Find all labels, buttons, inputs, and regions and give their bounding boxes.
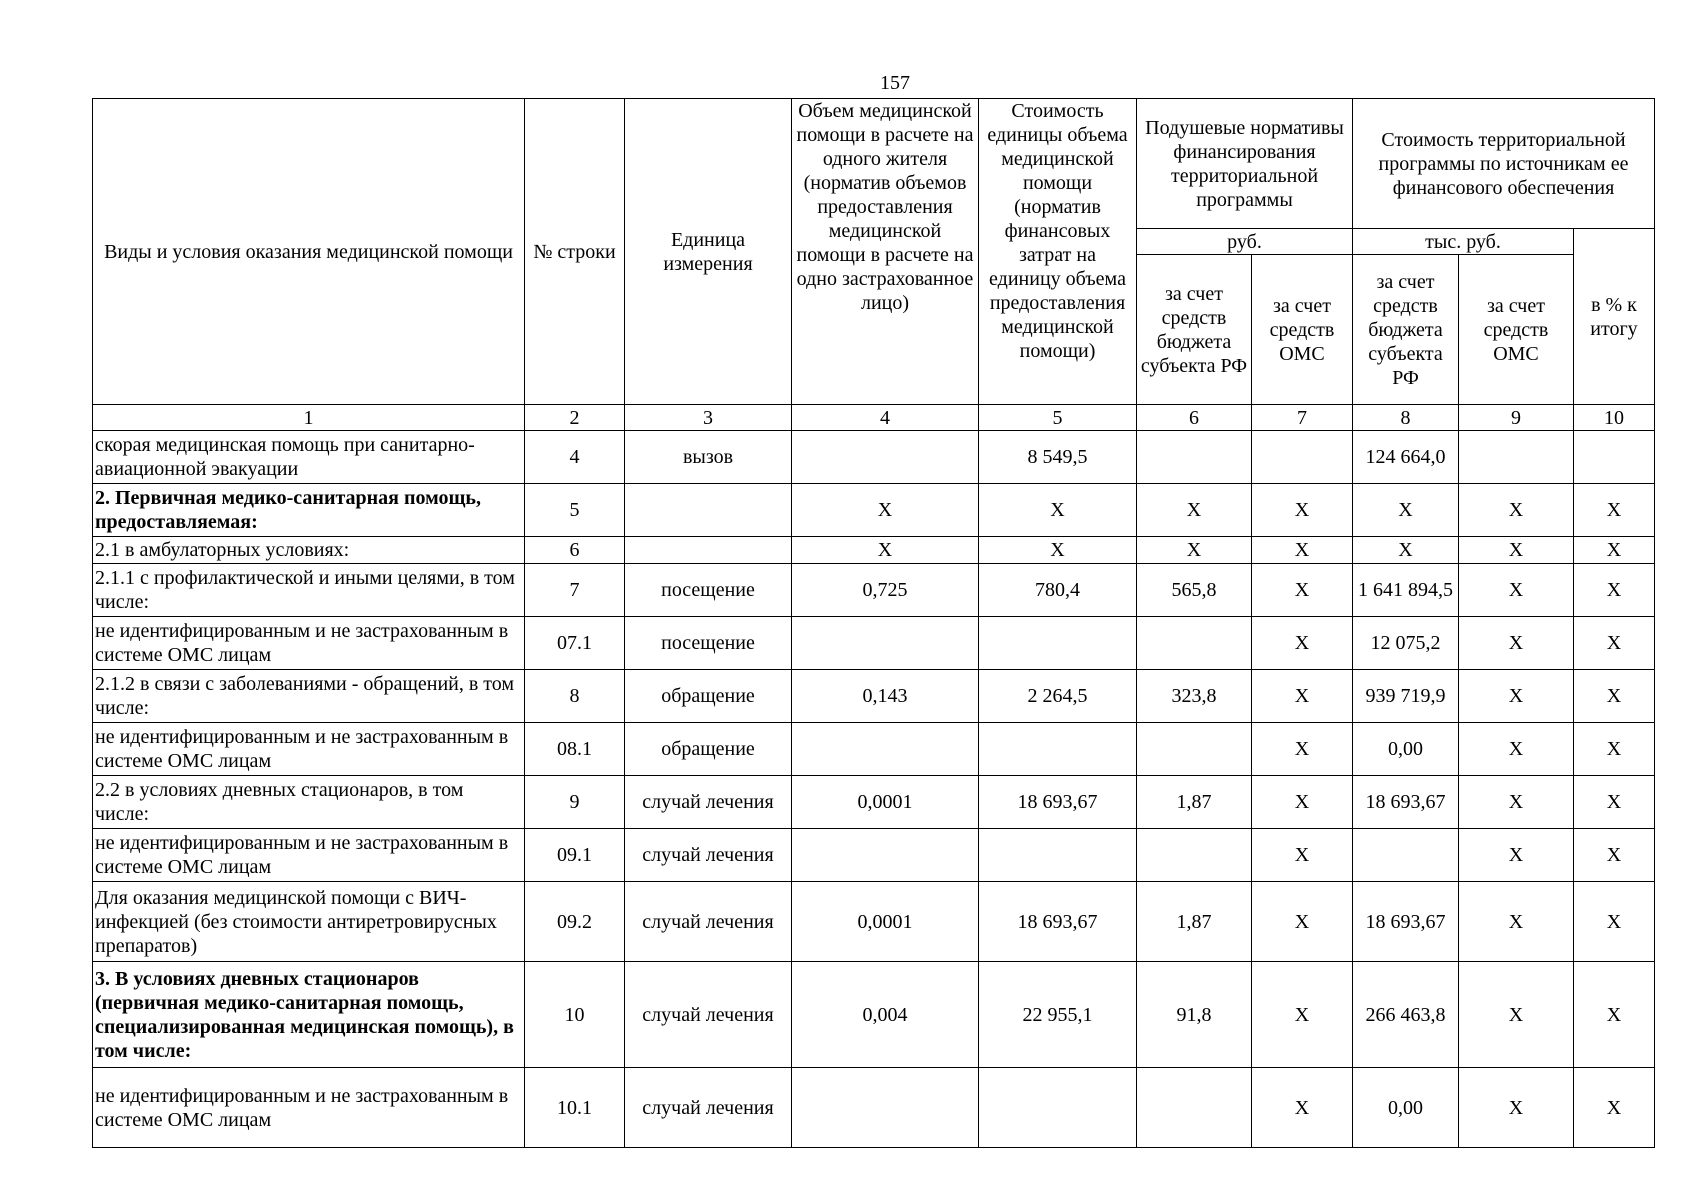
volume-cell	[792, 829, 979, 882]
budget-rub-cell	[1137, 829, 1252, 882]
percent-cell: X	[1574, 776, 1655, 829]
column-number: 1	[93, 405, 525, 431]
column-number: 2	[525, 405, 625, 431]
table-row	[93, 563, 1655, 616]
header-budget-thousand: за счет средств бюджета субъекта РФ	[1353, 255, 1459, 405]
row-number-cell: 9	[525, 776, 625, 829]
kind-cell: не идентифицированным и не застрахованным в системе ОМС лицам	[93, 829, 525, 882]
volume-cell: 0,725	[792, 563, 979, 616]
percent-cell: X	[1574, 882, 1655, 962]
column-number: 5	[979, 405, 1137, 431]
oms-thousand-cell	[1459, 431, 1574, 484]
unit-cost-cell: 2 264,5	[979, 669, 1137, 722]
oms-rub-cell: X	[1252, 723, 1353, 776]
header-oms-thousand: за счет средств ОМС	[1459, 255, 1574, 405]
unit-cost-cell	[979, 829, 1137, 882]
budget-rub-cell: X	[1137, 537, 1252, 564]
percent-cell: X	[1574, 962, 1655, 1068]
unit-cost-cell	[979, 616, 1137, 669]
header-volume: Объем медицинской помощи в расчете на одного жителя (норматив объемов предоставления медицинской помощи в расчете на одно застрахованное лицо)	[792, 99, 979, 405]
budget-thousand-cell: 12 075,2	[1353, 616, 1459, 669]
row-number-cell: 07.1	[525, 616, 625, 669]
row-number-cell: 08.1	[525, 723, 625, 776]
kind-cell: 2.1.1 с профилактической и иными целями, в том числе:	[93, 563, 525, 616]
kind-cell: скорая медицинская помощь при санитарно-авиационной эвакуации	[93, 431, 525, 484]
row-number-cell: 8	[525, 669, 625, 722]
header-budget-rub: за счет средств бюджета субъекта РФ	[1137, 255, 1252, 405]
volume-cell: 0,143	[792, 669, 979, 722]
oms-thousand-cell: X	[1459, 882, 1574, 962]
budget-rub-cell: X	[1137, 484, 1252, 537]
header-kind: Виды и условия оказания медицинской помощи	[93, 99, 525, 405]
column-number: 3	[625, 405, 792, 431]
table-row	[93, 484, 1655, 537]
volume-cell	[792, 431, 979, 484]
oms-rub-cell: X	[1252, 616, 1353, 669]
column-numbers-row	[93, 405, 1655, 431]
kind-cell: 2.1.2 в связи с заболеваниями - обращений, в том числе:	[93, 669, 525, 722]
budget-rub-cell	[1137, 616, 1252, 669]
oms-rub-cell	[1252, 431, 1353, 484]
percent-cell	[1574, 431, 1655, 484]
oms-thousand-cell: X	[1459, 616, 1574, 669]
oms-thousand-cell: X	[1459, 537, 1574, 564]
budget-thousand-cell: 18 693,67	[1353, 882, 1459, 962]
row-number-cell: 6	[525, 537, 625, 564]
header-percent-of-total: в % к итогу	[1574, 229, 1655, 405]
unit-cell: обращение	[625, 723, 792, 776]
unit-cell: случай лечения	[625, 882, 792, 962]
column-number: 6	[1137, 405, 1252, 431]
unit-cost-cell	[979, 1068, 1137, 1148]
oms-rub-cell: X	[1252, 1068, 1353, 1148]
row-number-cell: 10	[525, 962, 625, 1068]
oms-thousand-cell: X	[1459, 1068, 1574, 1148]
kind-cell: 2.2 в условиях дневных стационаров, в том числе:	[93, 776, 525, 829]
unit-cell	[625, 537, 792, 564]
volume-cell: 0,004	[792, 962, 979, 1068]
unit-cell: случай лечения	[625, 1068, 792, 1148]
unit-cell: случай лечения	[625, 962, 792, 1068]
unit-cell: вызов	[625, 431, 792, 484]
volume-cell	[792, 723, 979, 776]
oms-rub-cell: X	[1252, 962, 1353, 1068]
row-number-cell: 09.2	[525, 882, 625, 962]
header-unit-cost: Стоимость единицы объема медицинской помощи (норматив финансовых затрат на единицу объема предоставления медицинской помощи)	[979, 99, 1137, 405]
volume-cell: X	[792, 484, 979, 537]
percent-cell: X	[1574, 563, 1655, 616]
kind-cell: 2.1 в амбулаторных условиях:	[93, 537, 525, 564]
table-row	[93, 882, 1655, 962]
budget-rub-cell	[1137, 431, 1252, 484]
oms-rub-cell: X	[1252, 829, 1353, 882]
column-number: 7	[1252, 405, 1353, 431]
oms-thousand-cell: X	[1459, 723, 1574, 776]
oms-rub-cell: X	[1252, 776, 1353, 829]
budget-thousand-cell: X	[1353, 537, 1459, 564]
budget-thousand-cell: 0,00	[1353, 1068, 1459, 1148]
unit-cost-cell: X	[979, 537, 1137, 564]
volume-cell: 0,0001	[792, 882, 979, 962]
table-row	[93, 723, 1655, 776]
budget-rub-cell: 1,87	[1137, 776, 1252, 829]
row-number-cell: 5	[525, 484, 625, 537]
budget-thousand-cell: 124 664,0	[1353, 431, 1459, 484]
oms-thousand-cell: X	[1459, 669, 1574, 722]
percent-cell: X	[1574, 537, 1655, 564]
table-row	[93, 776, 1655, 829]
percent-cell: X	[1574, 669, 1655, 722]
budget-rub-cell: 565,8	[1137, 563, 1252, 616]
budget-rub-cell	[1137, 723, 1252, 776]
financing-table	[92, 98, 1655, 1148]
percent-cell: X	[1574, 829, 1655, 882]
unit-cost-cell: 8 549,5	[979, 431, 1137, 484]
budget-rub-cell: 91,8	[1137, 962, 1252, 1068]
kind-cell: 2. Первичная медико-санитарная помощь, предоставляемая:	[93, 484, 525, 537]
unit-cost-cell	[979, 723, 1137, 776]
header-per-capita: Подушевые нормативы финансирования территориальной программы	[1137, 99, 1353, 229]
budget-thousand-cell: X	[1353, 484, 1459, 537]
table-row	[93, 829, 1655, 882]
budget-thousand-cell: 266 463,8	[1353, 962, 1459, 1068]
kind-cell: 3. В условиях дневных стационаров (первичная медико-санитарная помощь, специализированная медицинская помощь), в том числе:	[93, 962, 525, 1068]
budget-thousand-cell: 18 693,67	[1353, 776, 1459, 829]
header-unit-thousand-rub: тыс. руб.	[1353, 229, 1574, 255]
percent-cell: X	[1574, 616, 1655, 669]
header-program-cost: Стоимость территориальной программы по источникам ее финансового обеспечения	[1353, 99, 1655, 229]
budget-thousand-cell: 1 641 894,5	[1353, 563, 1459, 616]
unit-cell: случай лечения	[625, 776, 792, 829]
oms-thousand-cell: X	[1459, 962, 1574, 1068]
volume-cell: 0,0001	[792, 776, 979, 829]
budget-thousand-cell	[1353, 829, 1459, 882]
table-header	[93, 99, 1655, 431]
table-row	[93, 431, 1655, 484]
kind-cell: Для оказания медицинской помощи с ВИЧ-инфекцией (без стоимости антиретровирусных препаратов)	[93, 882, 525, 962]
column-number: 9	[1459, 405, 1574, 431]
unit-cell	[625, 484, 792, 537]
row-number-cell: 10.1	[525, 1068, 625, 1148]
row-number-cell: 4	[525, 431, 625, 484]
header-unit-rub: руб.	[1137, 229, 1353, 255]
oms-rub-cell: X	[1252, 563, 1353, 616]
budget-thousand-cell: 939 719,9	[1353, 669, 1459, 722]
header-row-number: № строки	[525, 99, 625, 405]
budget-rub-cell: 1,87	[1137, 882, 1252, 962]
volume-cell	[792, 1068, 979, 1148]
row-number-cell: 09.1	[525, 829, 625, 882]
unit-cost-cell: 18 693,67	[979, 776, 1137, 829]
header-oms-rub: за счет средств ОМС	[1252, 255, 1353, 405]
unit-cell: посещение	[625, 616, 792, 669]
column-number: 10	[1574, 405, 1655, 431]
unit-cost-cell: 18 693,67	[979, 882, 1137, 962]
column-number: 8	[1353, 405, 1459, 431]
oms-rub-cell: X	[1252, 669, 1353, 722]
oms-thousand-cell: X	[1459, 776, 1574, 829]
table-body	[93, 431, 1655, 1148]
oms-thousand-cell: X	[1459, 829, 1574, 882]
column-number: 4	[792, 405, 979, 431]
table-row	[93, 1068, 1655, 1148]
table-row	[93, 616, 1655, 669]
table-row	[93, 537, 1655, 564]
unit-cost-cell: 780,4	[979, 563, 1137, 616]
unit-cost-cell: X	[979, 484, 1137, 537]
page-number: 157	[880, 72, 910, 94]
oms-thousand-cell: X	[1459, 484, 1574, 537]
table-row	[93, 962, 1655, 1068]
volume-cell: X	[792, 537, 979, 564]
row-number-cell: 7	[525, 563, 625, 616]
oms-rub-cell: X	[1252, 537, 1353, 564]
kind-cell: не идентифицированным и не застрахованным в системе ОМС лицам	[93, 723, 525, 776]
table-row	[93, 669, 1655, 722]
unit-cost-cell: 22 955,1	[979, 962, 1137, 1068]
budget-rub-cell	[1137, 1068, 1252, 1148]
unit-cell: посещение	[625, 563, 792, 616]
kind-cell: не идентифицированным и не застрахованным в системе ОМС лицам	[93, 616, 525, 669]
unit-cell: обращение	[625, 669, 792, 722]
kind-cell: не идентифицированным и не застрахованным в системе ОМС лицам	[93, 1068, 525, 1148]
percent-cell: X	[1574, 484, 1655, 537]
unit-cell: случай лечения	[625, 829, 792, 882]
oms-thousand-cell: X	[1459, 563, 1574, 616]
volume-cell	[792, 616, 979, 669]
budget-thousand-cell: 0,00	[1353, 723, 1459, 776]
budget-rub-cell: 323,8	[1137, 669, 1252, 722]
percent-cell: X	[1574, 723, 1655, 776]
header-unit: Единица измерения	[625, 99, 792, 405]
oms-rub-cell: X	[1252, 882, 1353, 962]
oms-rub-cell: X	[1252, 484, 1353, 537]
percent-cell: X	[1574, 1068, 1655, 1148]
